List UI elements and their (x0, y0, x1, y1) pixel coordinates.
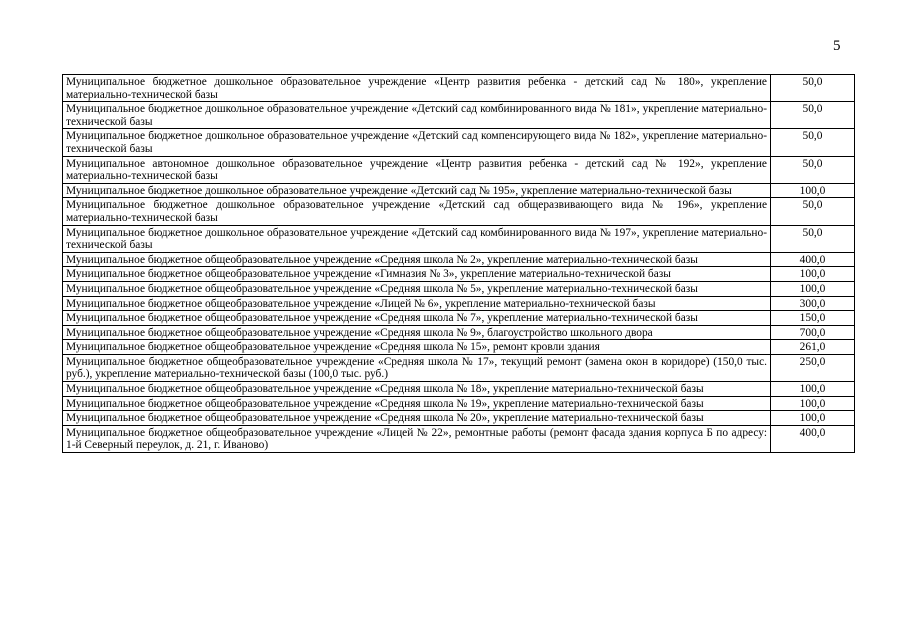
table-row (63, 340, 855, 355)
amount-cell: 400,0 (771, 252, 855, 267)
institution-description: Муниципальное бюджетное дошкольное образовательное учреждение «Детский сад комбинированного вида № 197», укрепление материально-технической базы (63, 225, 771, 252)
table-row (63, 75, 855, 102)
institution-description: Муниципальное бюджетное общеобразовательное учреждение «Средняя школа № 2», укрепление материально-технической базы (63, 252, 771, 267)
table-row (63, 183, 855, 198)
amount-cell: 400,0 (771, 425, 855, 452)
amount-cell: 100,0 (771, 382, 855, 397)
table-row (63, 156, 855, 183)
institution-description: Муниципальное бюджетное общеобразовательное учреждение «Средняя школа № 20», укрепление материально-технической базы (63, 411, 771, 426)
table-row (63, 225, 855, 252)
table-row (63, 325, 855, 340)
amount-cell: 50,0 (771, 102, 855, 129)
amount-cell: 50,0 (771, 156, 855, 183)
amount-cell: 100,0 (771, 281, 855, 296)
amount-cell: 261,0 (771, 340, 855, 355)
amount-cell: 50,0 (771, 129, 855, 156)
institution-description: Муниципальное бюджетное дошкольное образовательное учреждение «Центр развития ребенка - детский сад № 180», укрепление материально-технической базы (63, 75, 771, 102)
amount-cell: 100,0 (771, 411, 855, 426)
institution-description: Муниципальное бюджетное общеобразовательное учреждение «Лицей № 6», укрепление материально-технической базы (63, 296, 771, 311)
table-row (63, 252, 855, 267)
amount-cell: 250,0 (771, 354, 855, 381)
institution-description: Муниципальное бюджетное дошкольное образовательное учреждение «Детский сад общеразвивающего вида № 196», укрепление материально-технической базы (63, 198, 771, 225)
table-row (63, 102, 855, 129)
institution-description: Муниципальное бюджетное общеобразовательное учреждение «Средняя школа № 15», ремонт кровли здания (63, 340, 771, 355)
institution-description: Муниципальное бюджетное общеобразовательное учреждение «Средняя школа № 19», укрепление материально-технической базы (63, 396, 771, 411)
table-row (63, 425, 855, 452)
table-row (63, 198, 855, 225)
table-row (63, 311, 855, 326)
institution-description: Муниципальное бюджетное общеобразовательное учреждение «Средняя школа № 5», укрепление материально-технической базы (63, 281, 771, 296)
table-row (63, 296, 855, 311)
institution-description: Муниципальное бюджетное дошкольное образовательное учреждение «Детский сад компенсирующего вида № 182», укрепление материально-технической базы (63, 129, 771, 156)
institution-description: Муниципальное бюджетное общеобразовательное учреждение «Лицей № 22», ремонтные работы (ремонт фасада здания корпуса Б по адресу: 1-й Северный переулок, д. 21, г. Иваново) (63, 425, 771, 452)
page-number: 5 (833, 38, 841, 54)
institution-description: Муниципальное бюджетное общеобразовательное учреждение «Средняя школа № 18», укрепление материально-технической базы (63, 382, 771, 397)
table-row (63, 267, 855, 282)
amount-cell: 50,0 (771, 75, 855, 102)
institution-description: Муниципальное бюджетное дошкольное образовательное учреждение «Детский сад № 195», укрепление материально-технической базы (63, 183, 771, 198)
amount-cell: 100,0 (771, 267, 855, 282)
amount-cell: 50,0 (771, 198, 855, 225)
amount-cell: 300,0 (771, 296, 855, 311)
institution-description: Муниципальное бюджетное дошкольное образовательное учреждение «Детский сад комбинированного вида № 181», укрепление материально-технической базы (63, 102, 771, 129)
institution-description: Муниципальное автономное дошкольное образовательное учреждение «Центр развития ребенка - детский сад № 192», укрепление материально-технической базы (63, 156, 771, 183)
institution-description: Муниципальное бюджетное общеобразовательное учреждение «Средняя школа № 7», укрепление материально-технической базы (63, 311, 771, 326)
amount-cell: 100,0 (771, 396, 855, 411)
table-row (63, 281, 855, 296)
institution-description: Муниципальное бюджетное общеобразовательное учреждение «Средняя школа № 17», текущий ремонт (замена окон в коридоре) (150,0 тыс. руб.), укрепление материально-технической базы (100,0 тыс. руб.) (63, 354, 771, 381)
institution-description: Муниципальное бюджетное общеобразовательное учреждение «Гимназия № 3», укрепление материально-технической базы (63, 267, 771, 282)
amount-cell: 50,0 (771, 225, 855, 252)
amount-cell: 150,0 (771, 311, 855, 326)
table-row (63, 411, 855, 426)
table-row (63, 382, 855, 397)
table-row (63, 354, 855, 381)
table-row (63, 396, 855, 411)
amount-cell: 100,0 (771, 183, 855, 198)
funding-table (62, 74, 855, 453)
table-row (63, 129, 855, 156)
institution-description: Муниципальное бюджетное общеобразовательное учреждение «Средняя школа № 9», благоустройство школьного двора (63, 325, 771, 340)
amount-cell: 700,0 (771, 325, 855, 340)
